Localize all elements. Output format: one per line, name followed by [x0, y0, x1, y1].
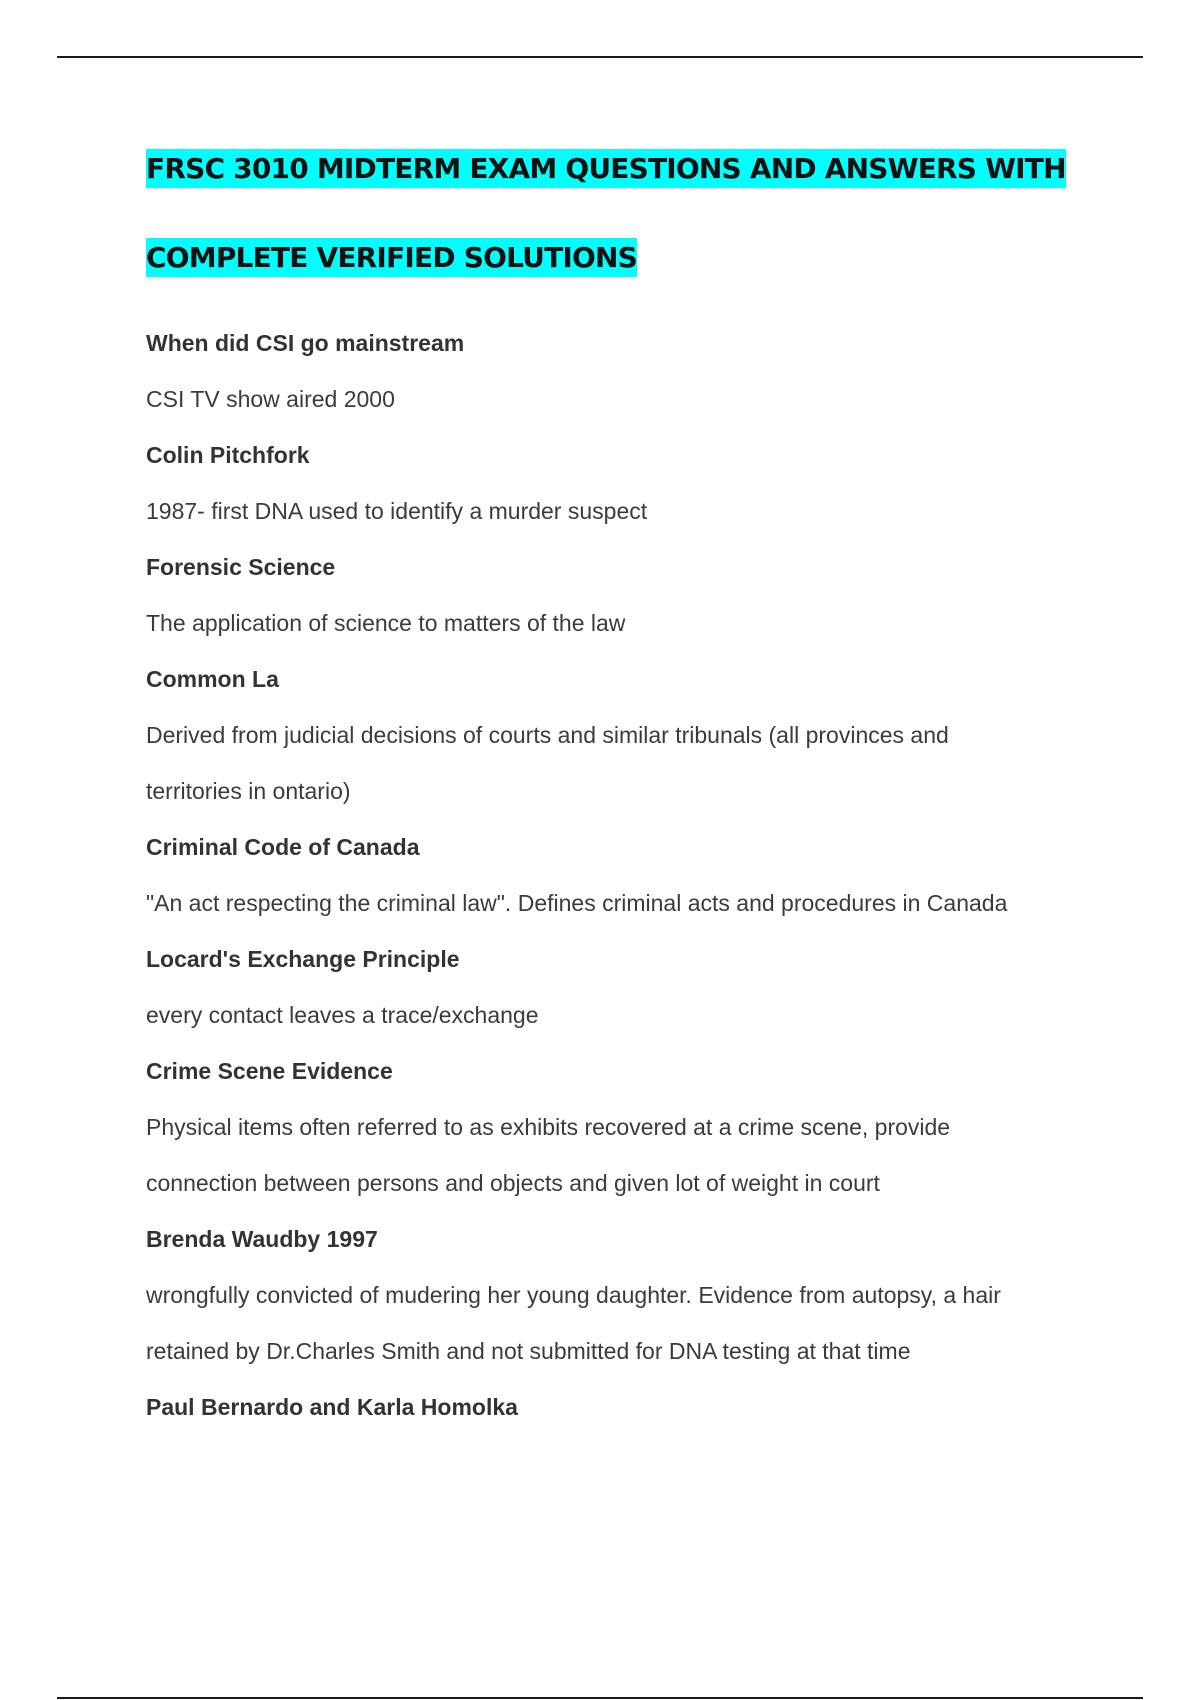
- answer-line: connection between persons and objects and given lot of weight in court: [146, 1170, 880, 1196]
- question: Common La: [146, 666, 279, 692]
- bottom-rule: [57, 1697, 1143, 1699]
- question: Paul Bernardo and Karla Homolka: [146, 1394, 518, 1420]
- answer-line: Derived from judicial decisions of courts and similar tribunals (all provinces and: [146, 722, 949, 748]
- answer-line: retained by Dr.Charles Smith and not submitted for DNA testing at that time: [146, 1338, 911, 1364]
- question: Crime Scene Evidence: [146, 1058, 393, 1084]
- answer-line: wrongfully convicted of mudering her young daughter. Evidence from autopsy, a hair: [146, 1282, 1001, 1308]
- qa-list: [146, 315, 1086, 1435]
- question: When did CSI go mainstream: [146, 330, 465, 356]
- question: Brenda Waudby 1997: [146, 1226, 378, 1252]
- question: Colin Pitchfork: [146, 442, 310, 468]
- answer-line: Physical items often referred to as exhibits recovered at a crime scene, provide: [146, 1114, 951, 1140]
- top-rule: [57, 56, 1143, 58]
- question: Locard's Exchange Principle: [146, 946, 460, 972]
- question: Forensic Science: [146, 554, 336, 580]
- answer-line: CSI TV show aired 2000: [146, 386, 395, 412]
- question: Criminal Code of Canada: [146, 834, 420, 860]
- answer-line: The application of science to matters of the law: [146, 610, 626, 636]
- answer-line: every contact leaves a trace/exchange: [146, 1002, 539, 1028]
- document-title-line-1: FRSC 3010 MIDTERM EXAM QUESTIONS AND ANSWERS WITH: [146, 147, 1086, 191]
- answer-line: territories in ontario): [146, 778, 351, 804]
- document-title-line-2: COMPLETE VERIFIED SOLUTIONS: [146, 236, 1086, 280]
- document-body: [146, 147, 1086, 1435]
- answer-line: 1987- first DNA used to identify a murder suspect: [146, 498, 648, 524]
- answer-line: "An act respecting the criminal law". Defines criminal acts and procedures in Canada: [146, 890, 1008, 916]
